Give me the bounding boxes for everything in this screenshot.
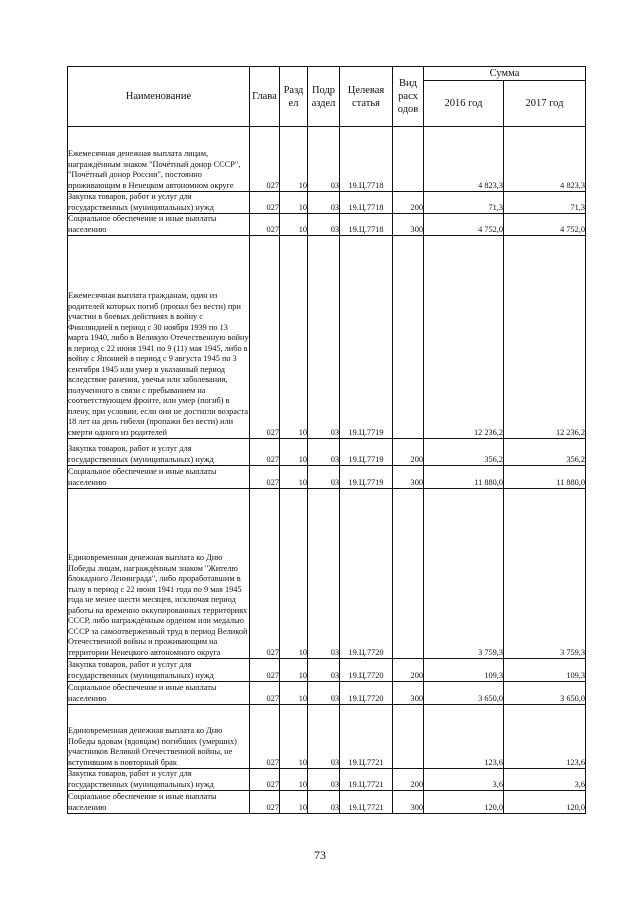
- row-celevaya-statya: 19.Ц.7719: [340, 466, 393, 489]
- row-name: Социальное обеспечение и иные выплаты населению: [68, 682, 250, 705]
- row-sum-2016: 3 759,3: [424, 489, 504, 659]
- row-sum-2016: 11 880,0: [424, 466, 504, 489]
- table-row: [68, 659, 586, 682]
- row-razdel: 10: [280, 439, 308, 466]
- row-podrazdel: 03: [308, 705, 340, 769]
- row-vid-rashodov: 300: [393, 466, 424, 489]
- row-name: Единовременная денежная выплата ко Дню Победы вдовам (вдовцам) погибших (умерших) участников Великой Отечественной войны, не вступившим в повторный брак: [68, 705, 250, 769]
- table-row: [68, 214, 586, 236]
- row-razdel: 10: [280, 214, 308, 236]
- row-vid-rashodov: [393, 127, 424, 192]
- row-celevaya-statya: 19.Ц.7719: [340, 439, 393, 466]
- row-vid-rashodov: 300: [393, 214, 424, 236]
- row-sum-2017: 356,2: [504, 439, 586, 466]
- row-sum-2016: 356,2: [424, 439, 504, 466]
- row-razdel: 10: [280, 236, 308, 439]
- row-podrazdel: 03: [308, 192, 340, 214]
- row-name: Единовременная денежная выплата ко Дню Победы лицам, награждённым знаком "Жителю блокадного Ленинграда", либо проработавшим в тылу в период с 22 июня 1941 года по 9 мая 1945 года не менее шести месяцев, исключая период работы на временно оккупированных территориях СССР, либо награждённым орденом или медалью СССР за самоотверженный труд в период Великой Отечественной войны и проживающим на территории Ненецкого автономного округа: [68, 489, 250, 659]
- table-row: [68, 466, 586, 489]
- row-razdel: 10: [280, 791, 308, 814]
- row-celevaya-statya: 19.Ц.7718: [340, 192, 393, 214]
- header-2017: 2017 год: [504, 81, 586, 127]
- header-razdel: Разд ел: [280, 67, 308, 127]
- row-sum-2016: 4 823,3: [424, 127, 504, 192]
- row-sum-2017: 120,0: [504, 791, 586, 814]
- row-name: Ежемесячная денежная выплата лицам, награждённым знаком "Почётный донор СССР", "Почётный донор России", постоянно проживающим в Ненецком автономном округе: [68, 127, 250, 192]
- row-name: Закупка товаров, работ и услуг для государственных (муниципальных) нужд: [68, 659, 250, 682]
- table-row: [68, 705, 586, 769]
- row-vid-rashodov: 300: [393, 682, 424, 705]
- row-sum-2017: 4 752,0: [504, 214, 586, 236]
- row-sum-2017: 3 759,3: [504, 489, 586, 659]
- row-celevaya-statya: 19.Ц.7721: [340, 769, 393, 791]
- row-sum-2017: 71,3: [504, 192, 586, 214]
- row-podrazdel: 03: [308, 791, 340, 814]
- table-row: [68, 791, 586, 814]
- header-glava: Глава: [250, 67, 280, 127]
- row-sum-2017: 3,6: [504, 769, 586, 791]
- header-celevaya-statya: Целевая статья: [340, 67, 393, 127]
- row-celevaya-statya: 19.Ц.7721: [340, 705, 393, 769]
- row-sum-2017: 123,6: [504, 705, 586, 769]
- table-body: [68, 127, 586, 814]
- row-celevaya-statya: 19.Ц.7720: [340, 659, 393, 682]
- row-glava: 027: [250, 439, 280, 466]
- row-sum-2017: 109,3: [504, 659, 586, 682]
- row-sum-2017: 4 823,3: [504, 127, 586, 192]
- row-sum-2016: 109,3: [424, 659, 504, 682]
- row-glava: 027: [250, 466, 280, 489]
- row-name: Закупка товаров, работ и услуг для государственных (муниципальных) нужд: [68, 439, 250, 466]
- table-row: [68, 682, 586, 705]
- row-sum-2017: 11 880,0: [504, 466, 586, 489]
- header-vid-rashodov: Вид расх одов: [393, 67, 424, 127]
- row-name: Социальное обеспечение и иные выплаты населению: [68, 466, 250, 489]
- table-row: [68, 236, 586, 439]
- row-sum-2017: 12 236,2: [504, 236, 586, 439]
- row-glava: 027: [250, 769, 280, 791]
- row-vid-rashodov: 200: [393, 769, 424, 791]
- row-celevaya-statya: 19.Ц.7718: [340, 214, 393, 236]
- row-sum-2016: 3 650,0: [424, 682, 504, 705]
- header-summa: Сумма: [424, 67, 586, 81]
- row-celevaya-statya: 19.Ц.7720: [340, 682, 393, 705]
- table-row: [68, 769, 586, 791]
- row-razdel: 10: [280, 489, 308, 659]
- row-sum-2016: 120,0: [424, 791, 504, 814]
- row-razdel: 10: [280, 127, 308, 192]
- row-razdel: 10: [280, 466, 308, 489]
- row-podrazdel: 03: [308, 682, 340, 705]
- row-podrazdel: 03: [308, 466, 340, 489]
- row-podrazdel: 03: [308, 659, 340, 682]
- row-razdel: 10: [280, 659, 308, 682]
- row-sum-2016: 71,3: [424, 192, 504, 214]
- table-row: [68, 439, 586, 466]
- row-vid-rashodov: 300: [393, 791, 424, 814]
- row-razdel: 10: [280, 769, 308, 791]
- row-glava: 027: [250, 192, 280, 214]
- row-glava: 027: [250, 682, 280, 705]
- row-name: Ежемесячная выплата гражданам, один из родителей которых погиб (пропал без вести) при участии в боевых действиях в войну с Финляндией в период с 30 ноября 1939 по 13 марта 1940, либо в Великую Отечественную войну в период с 22 июня 1941 по 9 (11) мая 1945, либо в войну с Японией в период с 9 августа 1945 по 3 сентября 1945 или умер в указанный период вследствие ранения, увечья или заболевания, полученного в связи с пребыванием на соответствующем фронте, или умер (погиб) в плену, при условии, если они не достигли возраста 18 лет на день гибели (пропажи без вести) или смерти одного из родителей: [68, 236, 250, 439]
- row-sum-2017: 3 650,0: [504, 682, 586, 705]
- row-vid-rashodov: 200: [393, 439, 424, 466]
- row-name: Закупка товаров, работ и услуг для государственных (муниципальных) нужд: [68, 192, 250, 214]
- budget-table: [67, 66, 586, 814]
- row-celevaya-statya: 19.Ц.7720: [340, 489, 393, 659]
- row-vid-rashodov: [393, 705, 424, 769]
- row-celevaya-statya: 19.Ц.7719: [340, 236, 393, 439]
- table-row: [68, 489, 586, 659]
- table-header: [68, 67, 586, 127]
- row-vid-rashodov: 200: [393, 659, 424, 682]
- row-sum-2016: 4 752,0: [424, 214, 504, 236]
- row-vid-rashodov: 200: [393, 192, 424, 214]
- row-razdel: 10: [280, 192, 308, 214]
- row-celevaya-statya: 19.Ц.7718: [340, 127, 393, 192]
- table-row: [68, 127, 586, 192]
- row-podrazdel: 03: [308, 769, 340, 791]
- row-razdel: 10: [280, 682, 308, 705]
- row-glava: 027: [250, 705, 280, 769]
- row-razdel: 10: [280, 705, 308, 769]
- row-sum-2016: 123,6: [424, 705, 504, 769]
- row-name: Закупка товаров, работ и услуг для государственных (муниципальных) нужд: [68, 769, 250, 791]
- row-glava: 027: [250, 127, 280, 192]
- row-name: Социальное обеспечение и иные выплаты населению: [68, 791, 250, 814]
- row-glava: 027: [250, 236, 280, 439]
- row-glava: 027: [250, 659, 280, 682]
- row-celevaya-statya: 19.Ц.7721: [340, 791, 393, 814]
- row-sum-2016: 12 236,2: [424, 236, 504, 439]
- row-podrazdel: 03: [308, 439, 340, 466]
- header-name: Наименование: [68, 67, 250, 127]
- header-podrazdel: Подр аздел: [308, 67, 340, 127]
- row-glava: 027: [250, 489, 280, 659]
- row-glava: 027: [250, 214, 280, 236]
- row-sum-2016: 3,6: [424, 769, 504, 791]
- row-glava: 027: [250, 791, 280, 814]
- row-vid-rashodov: [393, 236, 424, 439]
- page-number: 73: [314, 848, 326, 862]
- row-vid-rashodov: [393, 489, 424, 659]
- row-name: Социальное обеспечение и иные выплаты населению: [68, 214, 250, 236]
- row-podrazdel: 03: [308, 127, 340, 192]
- header-2016: 2016 год: [424, 81, 504, 127]
- row-podrazdel: 03: [308, 489, 340, 659]
- table-row: [68, 192, 586, 214]
- row-podrazdel: 03: [308, 236, 340, 439]
- row-podrazdel: 03: [308, 214, 340, 236]
